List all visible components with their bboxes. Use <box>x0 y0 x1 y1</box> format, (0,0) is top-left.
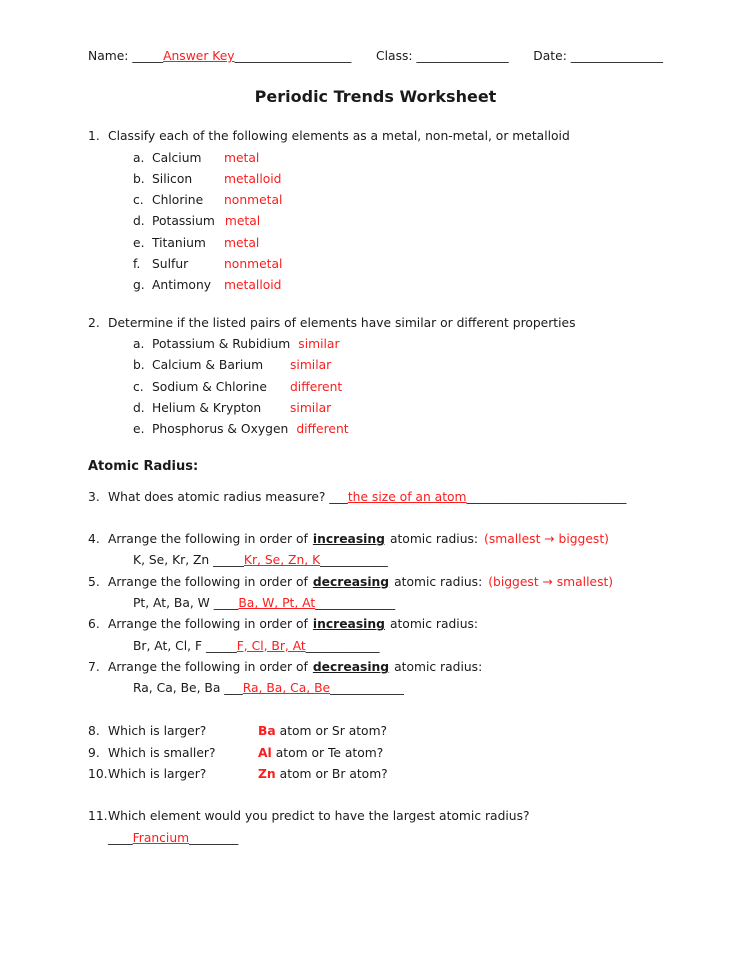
answer-blank-post: ____________ <box>305 638 380 653</box>
question-number: 11. <box>88 809 108 824</box>
answer-blank-post: ________ <box>189 830 239 845</box>
question-number: 9. <box>88 745 100 760</box>
question-number: 1. <box>88 129 100 144</box>
given-elements: Br, At, Cl, F <box>133 638 203 653</box>
question-7 <box>88 657 663 700</box>
question-number: 6. <box>88 617 100 632</box>
answer-blank-post: ___________ <box>320 553 388 568</box>
question-7-prompt <box>108 657 663 678</box>
item-answer: similar <box>298 336 340 351</box>
question-number: 5. <box>88 574 100 589</box>
item-element: Titanium <box>152 235 206 250</box>
question-4-answer-line <box>133 550 663 571</box>
answer-blank-pre: ____ <box>213 595 239 610</box>
question-10-body <box>108 764 663 785</box>
prompt-emphasis: increasing <box>312 532 385 547</box>
question-6-body <box>108 614 663 657</box>
item-letter: b. <box>133 358 145 373</box>
item-answer: similar <box>290 400 332 415</box>
prompt-emphasis: decreasing <box>312 659 390 674</box>
list-item <box>133 334 663 355</box>
question-1 <box>88 126 663 296</box>
question-9-rest: atom or Te atom? <box>275 745 384 760</box>
prompt-lead: Arrange the following in order of <box>108 659 308 674</box>
page-title: Periodic Trends Worksheet <box>254 87 497 107</box>
prompt-emphasis: decreasing <box>312 574 390 589</box>
question-number: 3. <box>88 489 100 504</box>
item-element: Potassium <box>152 214 215 229</box>
question-4-body <box>108 529 663 572</box>
given-elements: K, Se, Kr, Zn <box>133 553 210 568</box>
class-blank: _______________ <box>416 49 509 63</box>
question-6-prompt <box>108 614 663 635</box>
item-pair: Potassium & Rubidium <box>152 336 291 351</box>
question-11-text: Which element would you predict to have the largest atomic radius? <box>108 809 530 824</box>
item-letter: e. <box>133 422 145 437</box>
question-3-body <box>108 487 663 508</box>
question-7-body <box>108 657 663 700</box>
question-8 <box>88 721 663 742</box>
name-blank-post: ___________________ <box>234 49 352 63</box>
item-letter: b. <box>133 171 145 186</box>
question-10-rest: atom or Br atom? <box>279 767 388 782</box>
item-letter: g. <box>133 278 145 293</box>
item-answer: metal <box>224 214 261 229</box>
item-letter: d. <box>133 214 145 229</box>
question-number: 2. <box>88 315 100 330</box>
name-label: Name: <box>88 49 129 63</box>
question-10 <box>88 764 663 785</box>
question-2-list <box>133 334 663 440</box>
question-2-body <box>108 313 663 441</box>
list-item <box>133 419 663 440</box>
class-label: Class: <box>376 49 413 63</box>
item-answer: metal <box>224 235 260 250</box>
question-8-text: Which is larger? <box>108 724 207 739</box>
question-7-answer-line <box>133 678 663 699</box>
list-item <box>133 377 663 398</box>
item-answer: nonmetal <box>224 257 283 272</box>
question-number: 7. <box>88 659 100 674</box>
item-element: Calcium <box>152 150 202 165</box>
date-blank: _______________ <box>570 49 663 63</box>
prompt-lead: Arrange the following in order of <box>108 532 308 547</box>
answer-blank-pre: ____ <box>108 830 133 845</box>
list-item <box>133 398 663 419</box>
name-blank-pre: _____ <box>132 49 164 63</box>
question-9-text: Which is smaller? <box>108 745 216 760</box>
question-11 <box>88 806 663 849</box>
item-answer: metalloid <box>224 171 282 186</box>
question-5-prompt <box>108 572 663 593</box>
date-label: Date: <box>533 49 567 63</box>
question-6 <box>88 614 663 657</box>
question-2-text: Determine if the listed pairs of elements have similar or different properties <box>108 315 576 330</box>
prompt-emphasis: increasing <box>312 617 385 632</box>
class-field <box>376 46 509 67</box>
list-item <box>133 254 663 275</box>
list-item <box>133 190 663 211</box>
question-number: 8. <box>88 724 100 739</box>
item-element: Sulfur <box>152 257 189 272</box>
prompt-tail: atomic radius: <box>394 574 483 589</box>
answer-blank-pre: _____ <box>205 638 237 653</box>
prompt-lead: Arrange the following in order of <box>108 617 308 632</box>
question-5-answer-line <box>133 593 663 614</box>
given-elements: Pt, At, Ba, W <box>133 595 210 610</box>
item-letter: a. <box>133 150 145 165</box>
answer-blank-pre: ___ <box>329 489 348 504</box>
header-row <box>88 46 663 67</box>
question-9 <box>88 743 663 764</box>
question-1-body <box>108 126 663 296</box>
question-10-text: Which is larger? <box>108 767 207 782</box>
question-3 <box>88 487 663 508</box>
question-9-answer: Al <box>258 745 272 760</box>
question-11-body <box>108 806 663 849</box>
item-answer: metalloid <box>224 278 282 293</box>
item-answer: different <box>290 379 343 394</box>
question-4 <box>88 529 663 572</box>
list-item <box>133 148 663 169</box>
question-4-prompt <box>108 529 663 550</box>
item-element: Silicon <box>152 171 193 186</box>
question-8-answer: Ba <box>258 724 276 739</box>
date-field <box>533 46 663 67</box>
given-elements: Ra, Ca, Be, Ba <box>133 681 221 696</box>
item-pair: Helium & Krypton <box>152 400 262 415</box>
section-heading-atomic-radius: Atomic Radius: <box>88 459 199 475</box>
item-element: Chlorine <box>152 193 204 208</box>
item-pair: Calcium & Barium <box>152 358 264 373</box>
question-number: 4. <box>88 532 100 547</box>
name-answer: Answer Key <box>163 49 235 63</box>
question-1-list <box>133 148 663 297</box>
list-item <box>133 211 663 232</box>
question-5 <box>88 572 663 615</box>
item-letter: a. <box>133 336 145 351</box>
item-letter: c. <box>133 379 144 394</box>
list-item <box>133 169 663 190</box>
list-item <box>133 275 663 296</box>
item-pair: Phosphorus & Oxygen <box>152 422 289 437</box>
question-4-answer: Kr, Se, Zn, K <box>243 553 321 568</box>
item-letter: e. <box>133 235 145 250</box>
question-7-answer: Ra, Ba, Ca, Be <box>242 681 331 696</box>
item-letter: f. <box>133 257 141 272</box>
item-answer: different <box>296 422 349 437</box>
item-letter: c. <box>133 193 144 208</box>
item-answer: similar <box>290 358 332 373</box>
prompt-lead: Arrange the following in order of <box>108 574 308 589</box>
question-11-answer: Francium <box>132 830 190 845</box>
question-2 <box>88 313 663 441</box>
item-pair: Sodium & Chlorine <box>152 379 267 394</box>
prompt-tail: atomic radius: <box>389 617 479 632</box>
answer-blank-pre: ___ <box>224 681 243 696</box>
item-element: Antimony <box>152 278 212 293</box>
question-1-text: Classify each of the following elements as a metal, non-metal, or metalloid <box>108 129 570 144</box>
comparison-questions-group <box>88 721 663 785</box>
prompt-tail: atomic radius: <box>389 532 479 547</box>
question-6-answer: F, Cl, Br, At <box>236 638 306 653</box>
list-item <box>133 233 663 254</box>
question-3-answer: the size of an atom <box>347 489 467 504</box>
answer-blank-post: _____________ <box>315 595 396 610</box>
prompt-tail: atomic radius: <box>394 659 483 674</box>
question-8-rest: atom or Sr atom? <box>279 724 388 739</box>
question-number: 10. <box>88 767 108 782</box>
answer-blank-pre: _____ <box>213 553 244 568</box>
question-3-text: What does atomic radius measure? <box>108 489 326 504</box>
name-field <box>88 46 351 67</box>
question-10-answer: Zn <box>258 767 276 782</box>
item-letter: d. <box>133 400 145 415</box>
question-11-answer-line <box>108 828 663 849</box>
question-6-answer-line <box>133 636 663 657</box>
question-5-body <box>108 572 663 615</box>
list-item <box>133 355 663 376</box>
answer-blank-post: ____________ <box>330 681 404 696</box>
item-answer: metal <box>224 150 260 165</box>
question-8-body <box>108 721 663 742</box>
question-9-body <box>108 743 663 764</box>
item-answer: nonmetal <box>224 193 283 208</box>
prompt-note: (smallest → biggest) <box>484 532 609 547</box>
answer-blank-post: __________________________ <box>466 489 627 504</box>
question-5-answer: Ba, W, Pt, At <box>238 595 316 610</box>
prompt-note: (biggest → smallest) <box>488 574 614 589</box>
